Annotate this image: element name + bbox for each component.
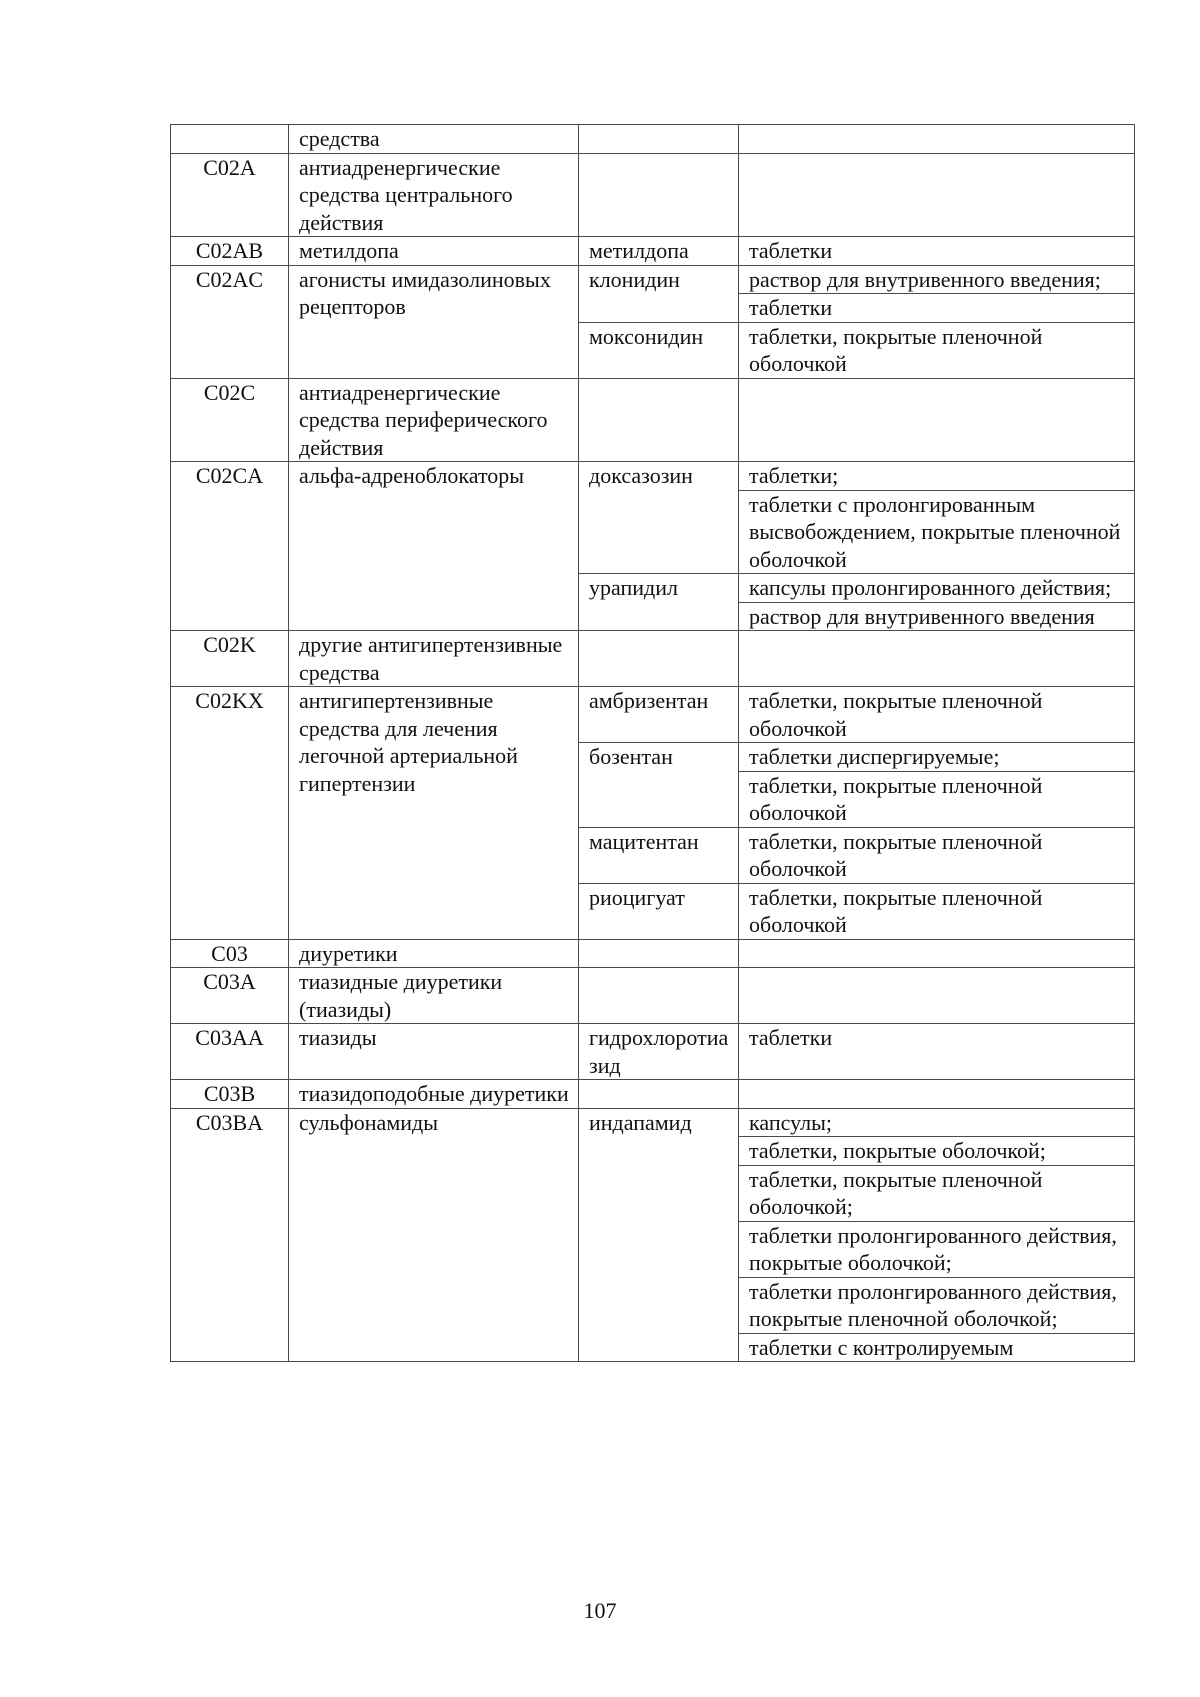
dosage-form [739, 378, 1135, 462]
group-name: диуретики [289, 939, 579, 968]
dosage-form: таблетки [739, 294, 1135, 323]
dosage-form: таблетки, покрытые пленочной оболочкой [739, 883, 1135, 939]
drug-name [579, 378, 739, 462]
table-row [171, 125, 1135, 154]
drug-name [579, 631, 739, 687]
drug-name: амбризентан [579, 687, 739, 743]
dosage-form: таблетки, покрытые оболочкой; [739, 1137, 1135, 1166]
table-row [171, 153, 1135, 237]
group-name: антиадренергические средства центрального действия [289, 153, 579, 237]
atc-code: C02A [171, 153, 289, 237]
drug-name [579, 1080, 739, 1109]
atc-code: C03BA [171, 1108, 289, 1362]
dosage-form: раствор для внутривенного введения; [739, 265, 1135, 294]
drug-name: гидрохлоротиазид [579, 1024, 739, 1080]
drug-name [579, 939, 739, 968]
drug-name: риоцигуат [579, 883, 739, 939]
drug-name: урапидил [579, 574, 739, 631]
group-name: агонисты имидазолиновых рецепторов [289, 265, 579, 378]
dosage-form: таблетки, покрытые пленочной оболочкой; [739, 1165, 1135, 1221]
table-row [171, 1024, 1135, 1080]
table-row [171, 968, 1135, 1024]
drug-name: метилдопа [579, 237, 739, 266]
atc-code: C03 [171, 939, 289, 968]
drug-name: доксазозин [579, 462, 739, 574]
group-name: альфа-адреноблокаторы [289, 462, 579, 631]
atc-code: C02KX [171, 687, 289, 940]
dosage-form: таблетки с пролонгированным высвобождением, покрытые пленочной оболочкой [739, 490, 1135, 574]
table-row [171, 687, 1135, 743]
dosage-form: таблетки, покрытые пленочной оболочкой [739, 771, 1135, 827]
drug-name [579, 968, 739, 1024]
group-name: другие антигипертензивные средства [289, 631, 579, 687]
atc-code: C03AA [171, 1024, 289, 1080]
dosage-form [739, 1080, 1135, 1109]
dosage-form: таблетки диспергируемые; [739, 743, 1135, 772]
dosage-form [739, 631, 1135, 687]
atc-code: C02AC [171, 265, 289, 378]
group-name: антиадренергические средства периферического действия [289, 378, 579, 462]
dosage-form: таблетки, покрытые пленочной оболочкой [739, 687, 1135, 743]
drug-name: бозентан [579, 743, 739, 828]
table-row [171, 378, 1135, 462]
dosage-form: таблетки пролонгированного действия, покрытые пленочной оболочкой; [739, 1277, 1135, 1333]
atc-code: C02C [171, 378, 289, 462]
atc-code: C02K [171, 631, 289, 687]
dosage-form [739, 153, 1135, 237]
drug-name: клонидин [579, 265, 739, 322]
group-name: метилдопа [289, 237, 579, 266]
drug-name: мацитентан [579, 827, 739, 883]
page-number: 107 [583, 1598, 617, 1623]
group-name: тиазидоподобные диуретики [289, 1080, 579, 1109]
dosage-form: таблетки пролонгированного действия, покрытые оболочкой; [739, 1221, 1135, 1277]
dosage-form: капсулы; [739, 1108, 1135, 1137]
table-row [171, 1108, 1135, 1137]
table-row [171, 631, 1135, 687]
drug-name [579, 153, 739, 237]
atc-code [171, 125, 289, 154]
dosage-form: таблетки [739, 1024, 1135, 1080]
dosage-form [739, 125, 1135, 154]
dosage-form: таблетки [739, 237, 1135, 266]
drug-name: моксонидин [579, 322, 739, 378]
dosage-form [739, 939, 1135, 968]
atc-code: C03B [171, 1080, 289, 1109]
table-row [171, 462, 1135, 491]
dosage-form: таблетки, покрытые пленочной оболочкой [739, 322, 1135, 378]
table-row [171, 265, 1135, 294]
dosage-form: таблетки с контролируемым [739, 1333, 1135, 1362]
table-row [171, 939, 1135, 968]
dosage-form: таблетки; [739, 462, 1135, 491]
dosage-form: таблетки, покрытые пленочной оболочкой [739, 827, 1135, 883]
drug-name: индапамид [579, 1108, 739, 1362]
group-name: антигипертензивные средства для лечения легочной артериальной гипертензии [289, 687, 579, 940]
group-name: тиазиды [289, 1024, 579, 1080]
dosage-form: капсулы пролонгированного действия; [739, 574, 1135, 603]
atc-code: C02CA [171, 462, 289, 631]
group-name: средства [289, 125, 579, 154]
dosage-form [739, 968, 1135, 1024]
drug-table [170, 124, 1135, 1362]
table-row [171, 237, 1135, 266]
group-name: сульфонамиды [289, 1108, 579, 1362]
atc-code: C02AB [171, 237, 289, 266]
group-name: тиазидные диуретики (тиазиды) [289, 968, 579, 1024]
atc-code: C03A [171, 968, 289, 1024]
drug-name [579, 125, 739, 154]
table-row [171, 1080, 1135, 1109]
dosage-form: раствор для внутривенного введения [739, 602, 1135, 631]
